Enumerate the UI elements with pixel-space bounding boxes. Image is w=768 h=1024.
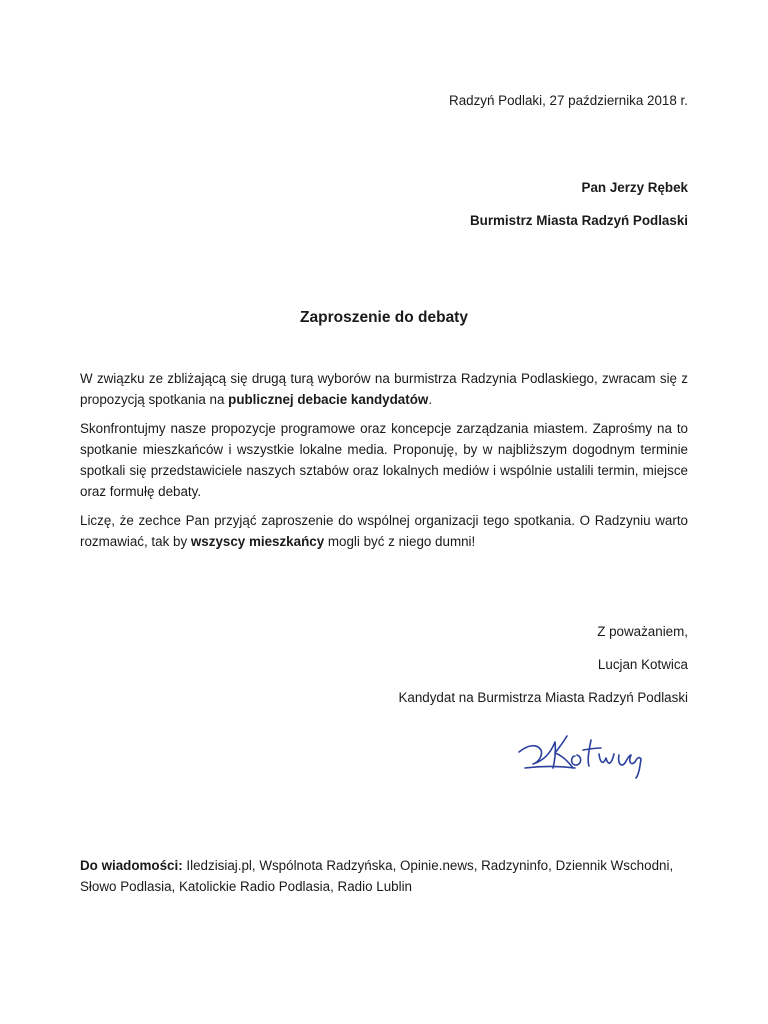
paragraph-1-end: . [428, 392, 433, 407]
paragraph-1-text: W związku ze zbliżającą się drugą turą wyborów na burmistrza Radzynia Podlaskiego, zwracam się z propozycją spotkania na [80, 371, 688, 407]
letter-date: Radzyń Podlaki, 27 października 2018 r. [449, 93, 688, 108]
closing-block [398, 624, 688, 723]
recipient-block [470, 180, 688, 246]
paragraph-3 [80, 510, 688, 552]
cc-list: Iledzisiaj.pl, Wspólnota Radzyńska, Opinie.news, Radzyninfo, Dziennik Wschodni, Słowo Podlasia, Katolickie Radio Podlasia, Radio Lublin [80, 858, 674, 894]
letter-subject: Zaproszenie do debaty [300, 309, 468, 326]
recipient-name: Pan Jerzy Rębek [581, 180, 688, 195]
closing-role: Kandydat na Burmistrza Miasta Radzyń Podlaski [398, 690, 688, 705]
cc-block [80, 855, 680, 897]
closing-name: Lucjan Kotwica [597, 657, 688, 672]
signature-ink [519, 736, 641, 778]
closing-salutation: Z poważaniem, [597, 624, 688, 639]
paragraph-3-bold: wszyscy mieszkańcy [190, 534, 325, 549]
handwritten-signature [515, 722, 675, 782]
cc-label: Do wiadomości: [80, 858, 183, 873]
paragraph-2: Skonfrontujmy nasze propozycje programowe oraz koncepcje zarządzania miastem. Zaprośmy na to spotkanie mieszkańców i wszystkie lokalne media. Proponuję, by w najbliższym dogodnym terminie spotkali się przedstawiciele naszych sztabów oraz lokalnych mediów i wspólnie ustalili termin, miejsce oraz formułę debaty. [80, 421, 688, 499]
paragraph-1 [80, 368, 688, 410]
paragraph-3-end: mogli być z niego dumni! [324, 534, 476, 549]
letter-body [80, 368, 688, 560]
recipient-title: Burmistrz Miasta Radzyń Podlaski [469, 213, 688, 228]
paragraph-3-text: Liczę, że zechce Pan przyjąć zaproszenie do wspólnej organizacji tego spotkania. O Radzyniu warto rozmawiać, tak by [80, 513, 688, 549]
paragraph-1-bold: publicznej debacie kandydatów [228, 392, 429, 407]
